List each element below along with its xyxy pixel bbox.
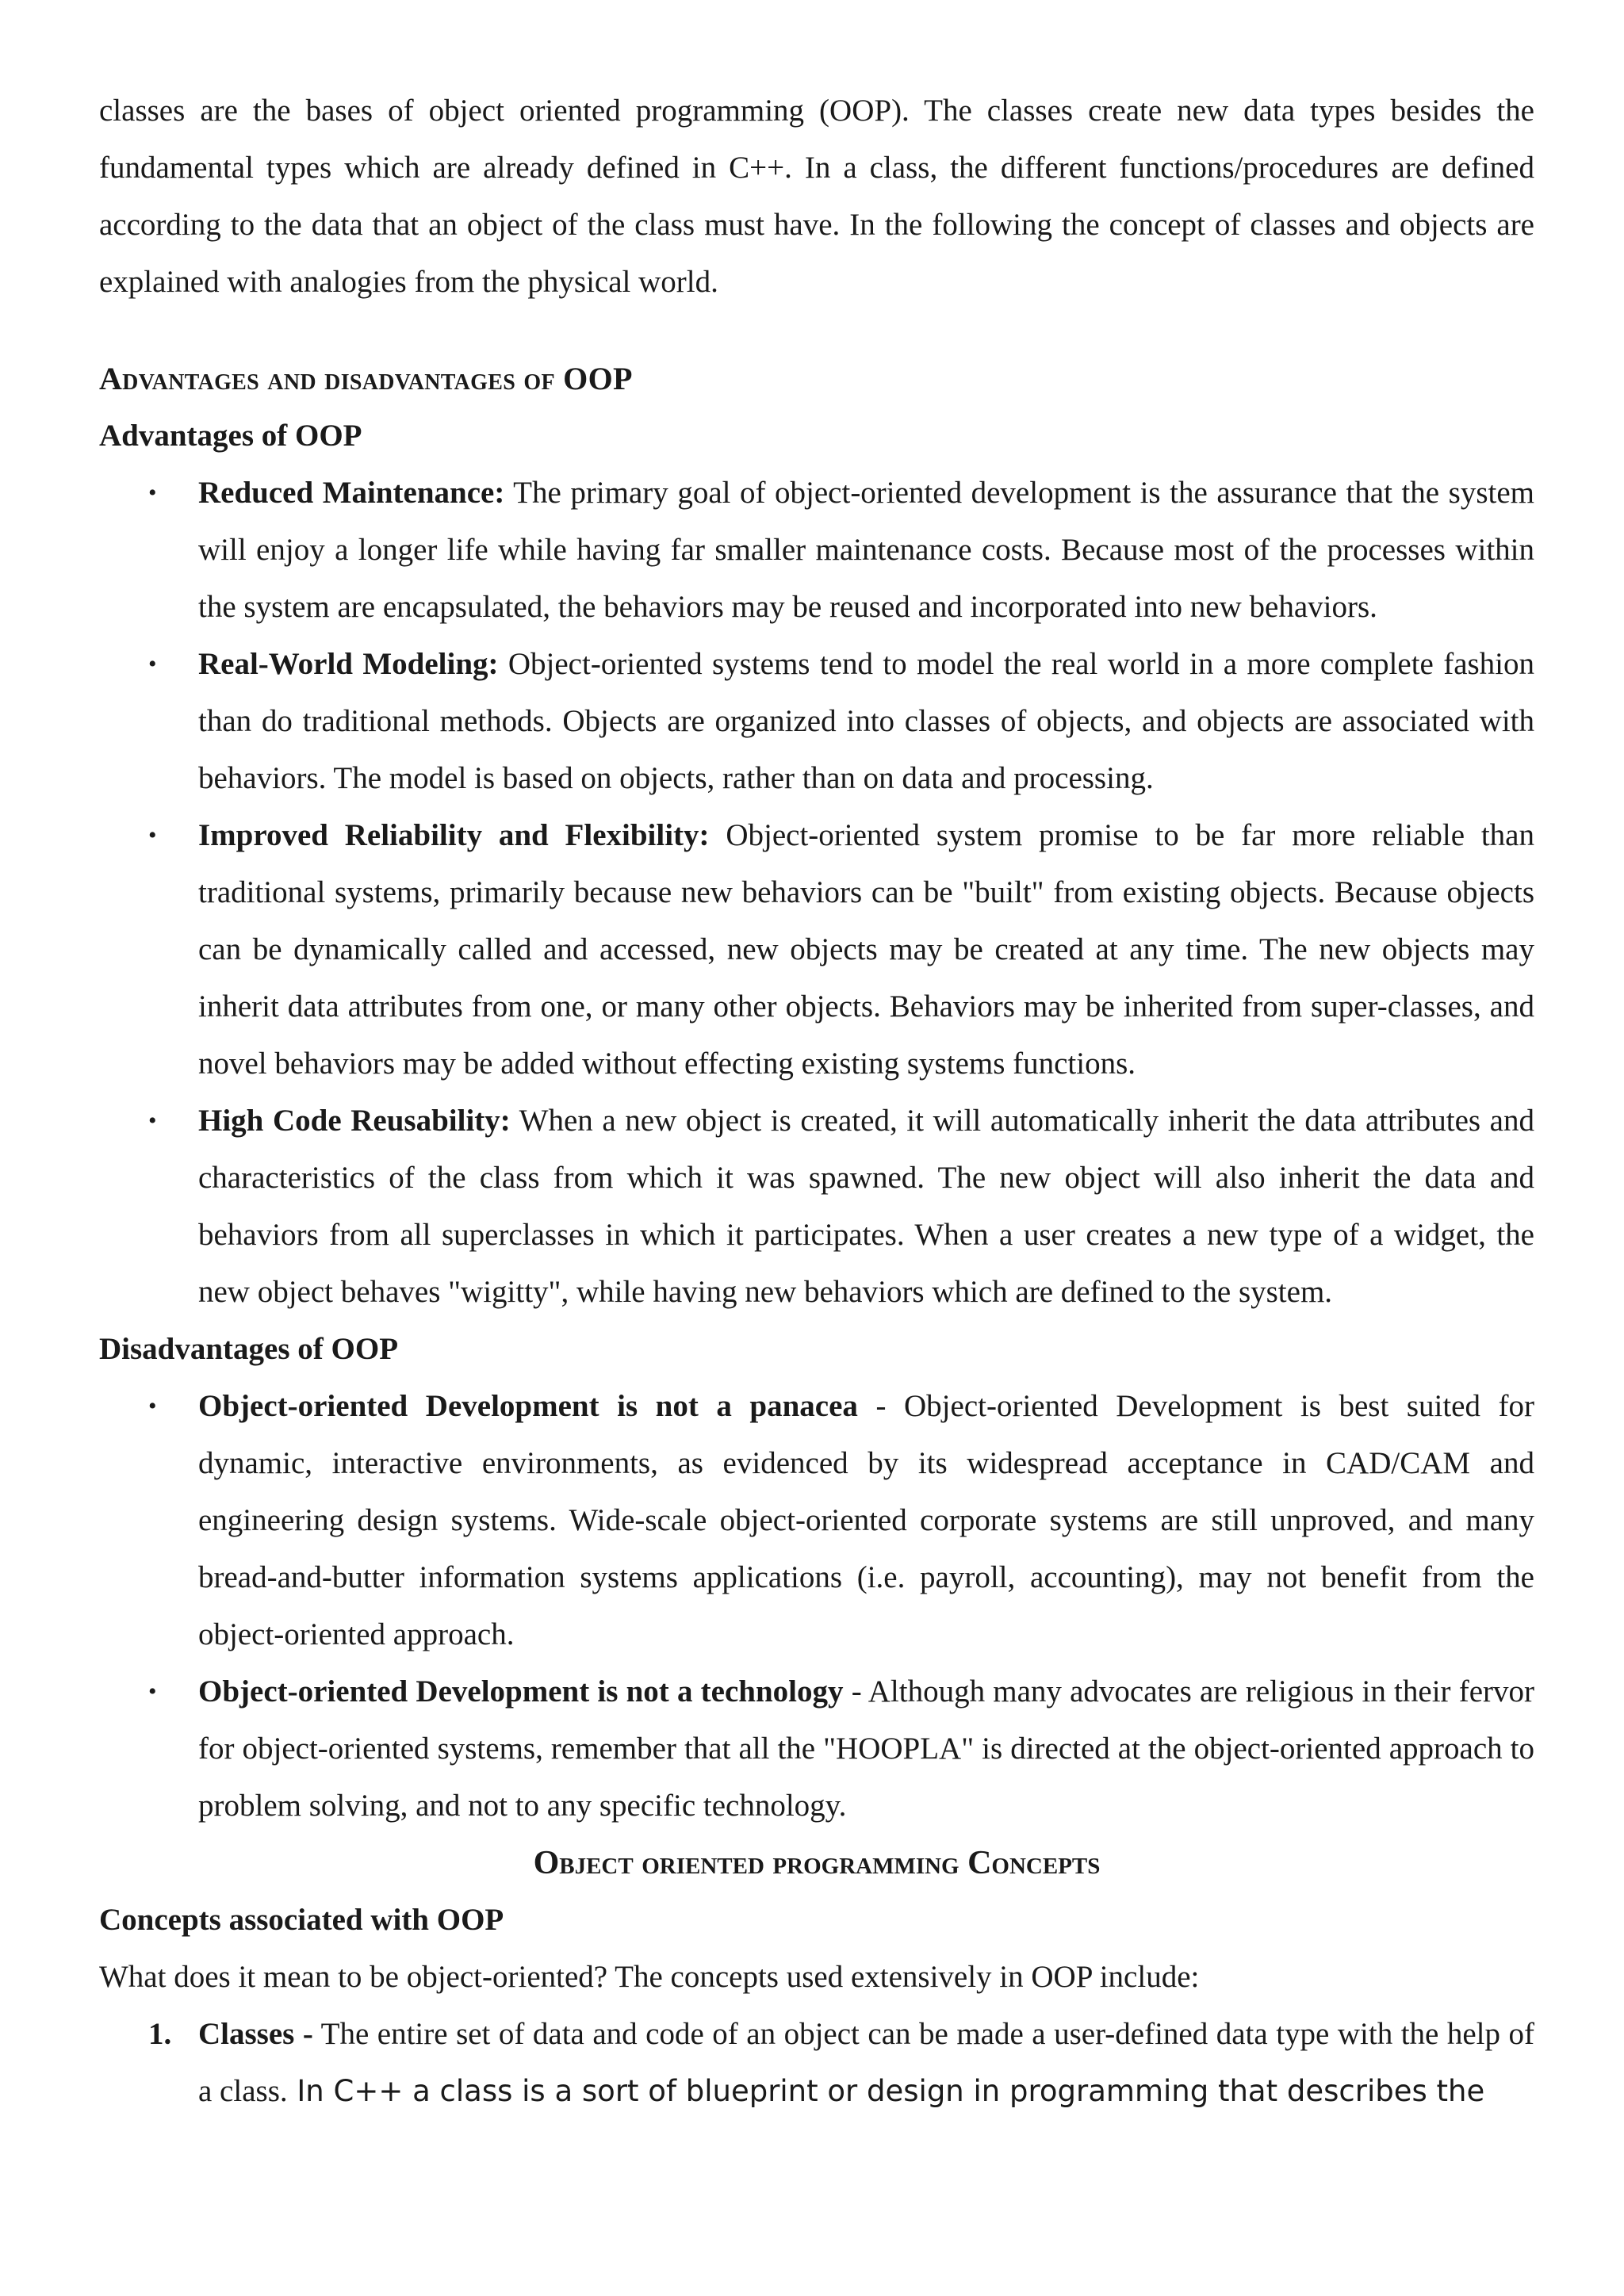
item-number: 1. bbox=[148, 2017, 172, 2051]
item-term: Reduced Maintenance: bbox=[198, 476, 505, 510]
list-item bbox=[99, 2006, 1534, 2120]
item-text-continued: In C++ a class is a sort of blueprint or design in programming that describes the bbox=[287, 2074, 1485, 2108]
item-term: Object-oriented Development is not a technology bbox=[198, 1674, 844, 1709]
intro-paragraph: classes are the bases of object oriented programming (OOP). The classes create new data types besides the fundamental types which are already defined in C++. In a class, the different functions/procedures are defined according to the data that an object of the class must have. In the following the concept of classes and objects are explained with analogies from the physical world. bbox=[99, 94, 1534, 299]
list-item bbox=[99, 465, 1534, 636]
item-text: The entire set of data and code of an object can be made a user-defined data type with the help of a class. bbox=[198, 2017, 1534, 2108]
concepts-list bbox=[99, 2006, 1534, 2120]
item-text: When a new object is created, it will automatically inherit the data attributes and characteristics of the class from which it was spawned. The new object will also inherit the data and behaviors from all superclasses in which it participates. When a user creates a new type of a widget, the new object behaves "wigitty", while having new behaviors which are defined to the system. bbox=[198, 1104, 1534, 1309]
concepts-section-heading: Object oriented programming Concepts bbox=[533, 1845, 1101, 1881]
item-term: Improved Reliability and Flexibility: bbox=[198, 818, 710, 852]
list-item bbox=[99, 1093, 1534, 1321]
item-term: Object-oriented Development is not a panacea bbox=[198, 1389, 858, 1423]
list-item bbox=[99, 636, 1534, 807]
item-text: Object-oriented system promise to be far more reliable than traditional systems, primarily because new behaviors can be "built" from existing objects. Because objects can be dynamically called and accessed, new objects may be created at any time. The new objects may inherit data attributes from one, or many other objects. Behaviors may be inherited from super-classes, and novel behaviors may be added without effecting existing systems functions. bbox=[198, 818, 1534, 1081]
bullet-icon: • bbox=[148, 480, 157, 506]
section-heading-advantages-disadvantages: Advantages and disadvantages of OOP bbox=[99, 361, 633, 396]
concepts-title: Concepts associated with OOP bbox=[99, 1903, 504, 1937]
item-term: Classes - bbox=[198, 2017, 313, 2051]
spacer bbox=[99, 311, 1534, 350]
advantages-title: Advantages of OOP bbox=[99, 419, 362, 453]
document-page bbox=[99, 82, 1534, 2120]
item-text: The primary goal of object-oriented development is the assurance that the system will enjoy a longer life while having far smaller maintenance costs. Because most of the processes within the system are encapsulated, the behaviors may be reused and incorporated into new behaviors. bbox=[198, 476, 1534, 624]
item-term: Real-World Modeling: bbox=[198, 647, 499, 681]
bullet-icon: • bbox=[148, 651, 157, 677]
list-item bbox=[99, 807, 1534, 1093]
disadvantages-title: Disadvantages of OOP bbox=[99, 1332, 399, 1366]
list-item bbox=[99, 1378, 1534, 1663]
bullet-icon: • bbox=[148, 1108, 157, 1134]
bullet-icon: • bbox=[148, 822, 157, 848]
advantages-list bbox=[99, 465, 1534, 1321]
concepts-intro: What does it mean to be object-oriented? The concepts used extensively in OOP include: bbox=[99, 1960, 1200, 1994]
item-text: - Although many advocates are religious in their fervor for object-oriented systems, remember that all the "HOOPLA" is directed at the object-oriented approach to problem solving, and not to any specific technology. bbox=[198, 1674, 1534, 1823]
item-text: Object-oriented systems tend to model the real world in a more complete fashion than do traditional methods. Objects are organized into classes of objects, and objects are associated with behaviors. The model is based on objects, rather than on data and processing. bbox=[198, 647, 1535, 795]
item-text: - Object-oriented Development is best suited for dynamic, interactive environments, as evidenced by its widespread acceptance in CAD/CAM and engineering design systems. Wide-scale object-oriented corporate systems are still unproved, and many bread-and-butter information systems applications (i.e. payroll, accounting), may not benefit from the object-oriented approach. bbox=[198, 1389, 1535, 1651]
disadvantages-list bbox=[99, 1378, 1534, 1835]
item-term: High Code Reusability: bbox=[198, 1104, 511, 1138]
list-item bbox=[99, 1663, 1534, 1835]
bullet-icon: • bbox=[148, 1393, 157, 1419]
bullet-icon: • bbox=[148, 1678, 157, 1705]
